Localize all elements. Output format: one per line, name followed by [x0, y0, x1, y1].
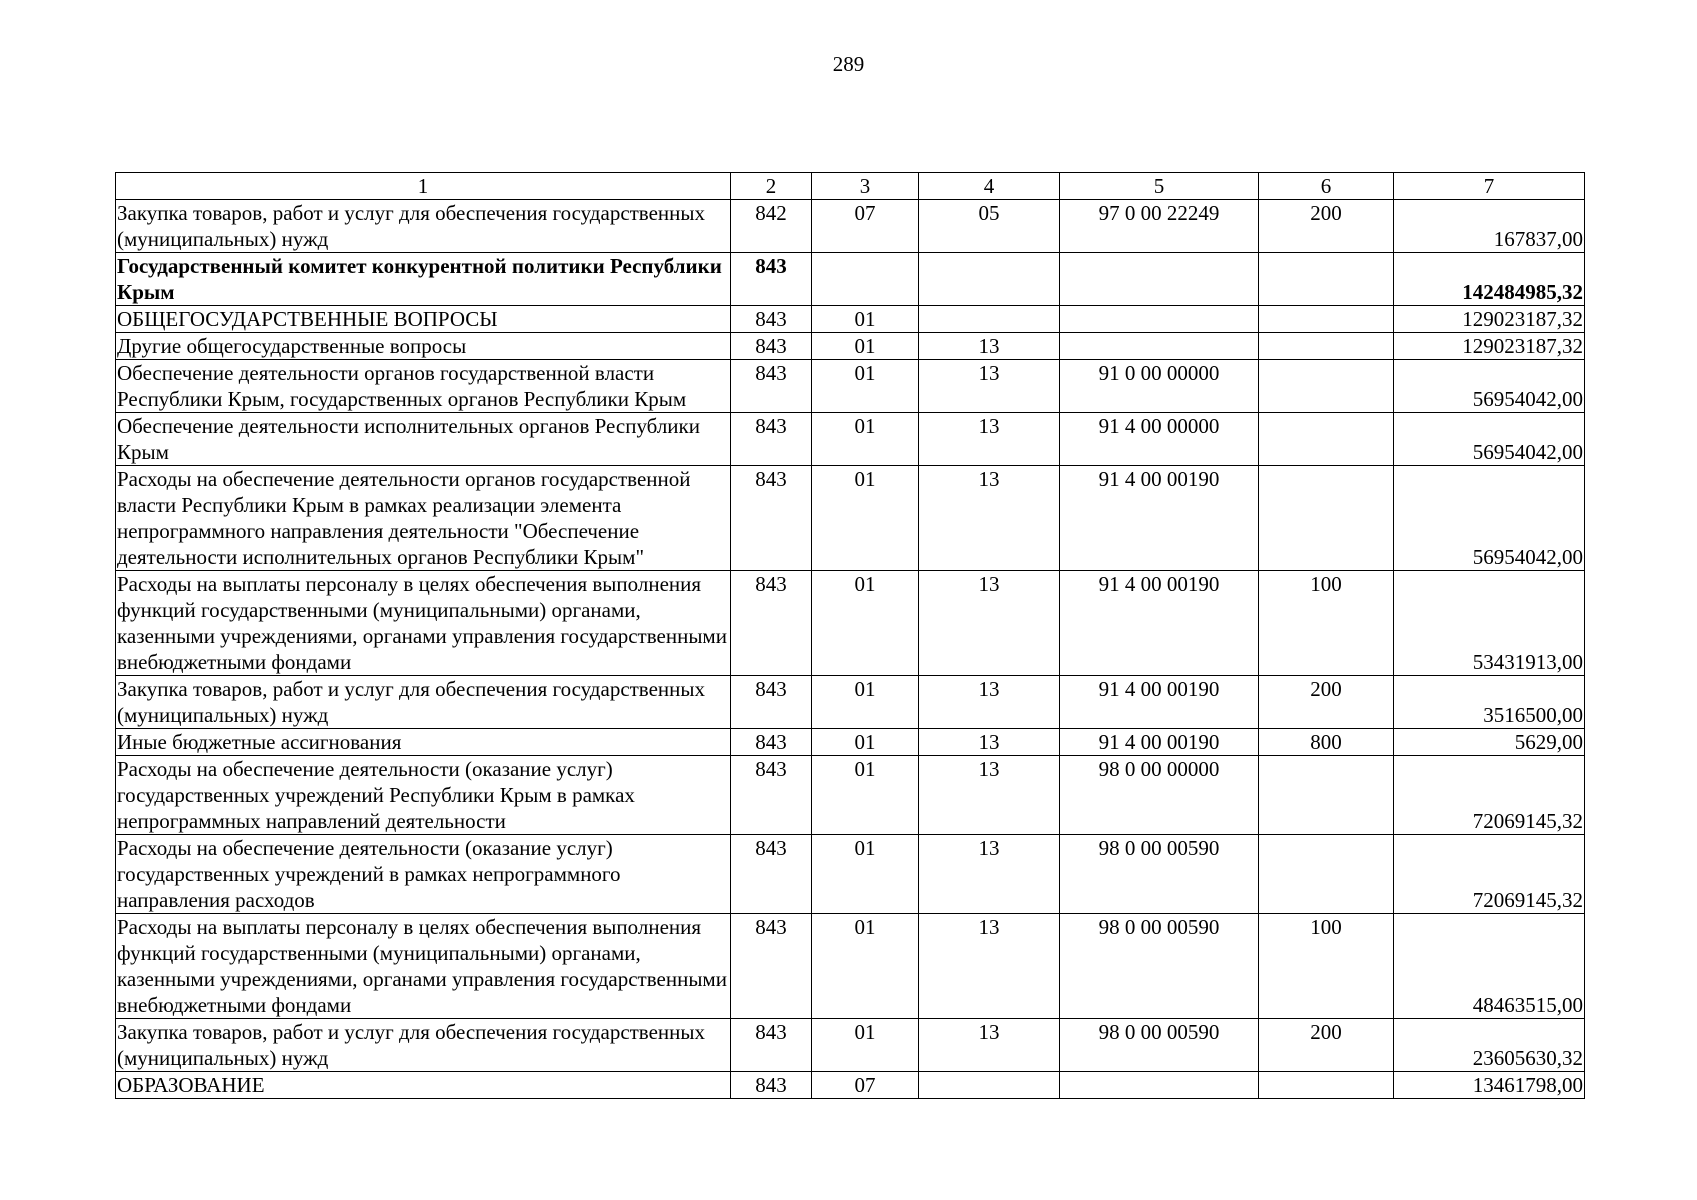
section-code-cell: 01 — [812, 306, 919, 333]
subsection-code-cell — [919, 1072, 1060, 1099]
expense-type-cell — [1259, 1072, 1394, 1099]
table-row — [116, 1019, 1585, 1072]
header-cell-1: 1 — [116, 173, 731, 200]
section-code-cell: 01 — [812, 333, 919, 360]
expense-name-cell: ОБЩЕГОСУДАРСТВЕННЫЕ ВОПРОСЫ — [116, 306, 731, 333]
ministry-code-cell: 843 — [731, 306, 812, 333]
budget-table — [115, 172, 1585, 1099]
header-cell-4: 4 — [919, 173, 1060, 200]
table-row — [116, 360, 1585, 413]
subsection-code-cell: 13 — [919, 571, 1060, 676]
amount-cell: 167837,00 — [1394, 200, 1585, 253]
table-row — [116, 676, 1585, 729]
ministry-code-cell: 843 — [731, 571, 812, 676]
table-row — [116, 466, 1585, 571]
expense-type-cell — [1259, 835, 1394, 914]
target-article-cell: 91 4 00 00190 — [1060, 571, 1259, 676]
subsection-code-cell: 13 — [919, 333, 1060, 360]
amount-cell: 48463515,00 — [1394, 914, 1585, 1019]
expense-type-cell — [1259, 413, 1394, 466]
expense-name-cell: Обеспечение деятельности исполнительных органов Республики Крым — [116, 413, 731, 466]
target-article-cell: 98 0 00 00590 — [1060, 914, 1259, 1019]
section-code-cell: 01 — [812, 360, 919, 413]
table-row — [116, 756, 1585, 835]
expense-name-cell: Иные бюджетные ассигнования — [116, 729, 731, 756]
subsection-code-cell: 13 — [919, 914, 1060, 1019]
ministry-code-cell: 843 — [731, 914, 812, 1019]
table-row — [116, 835, 1585, 914]
expense-type-cell: 200 — [1259, 676, 1394, 729]
expense-name-cell: Закупка товаров, работ и услуг для обеспечения государственных (муниципальных) нужд — [116, 1019, 731, 1072]
header-cell-6: 6 — [1259, 173, 1394, 200]
section-code-cell: 01 — [812, 413, 919, 466]
target-article-cell: 98 0 00 00000 — [1060, 756, 1259, 835]
expense-type-cell: 800 — [1259, 729, 1394, 756]
expense-type-cell — [1259, 756, 1394, 835]
target-article-cell: 97 0 00 22249 — [1060, 200, 1259, 253]
expense-type-cell — [1259, 253, 1394, 306]
section-code-cell: 07 — [812, 200, 919, 253]
amount-cell: 56954042,00 — [1394, 466, 1585, 571]
ministry-code-cell: 843 — [731, 333, 812, 360]
target-article-cell — [1060, 306, 1259, 333]
expense-type-cell — [1259, 466, 1394, 571]
subsection-code-cell: 05 — [919, 200, 1060, 253]
expense-name-cell: Расходы на обеспечение деятельности (оказание услуг) государственных учреждений в рамках непрограммного направления расходов — [116, 835, 731, 914]
expense-type-cell — [1259, 333, 1394, 360]
expense-name-cell: ОБРАЗОВАНИЕ — [116, 1072, 731, 1099]
expense-type-cell: 100 — [1259, 571, 1394, 676]
target-article-cell: 98 0 00 00590 — [1060, 1019, 1259, 1072]
subsection-code-cell: 13 — [919, 676, 1060, 729]
amount-cell: 5629,00 — [1394, 729, 1585, 756]
amount-cell: 56954042,00 — [1394, 413, 1585, 466]
expense-name-cell: Государственный комитет конкурентной политики Республики Крым — [116, 253, 731, 306]
table-row — [116, 729, 1585, 756]
amount-cell: 129023187,32 — [1394, 306, 1585, 333]
target-article-cell — [1060, 333, 1259, 360]
amount-cell: 129023187,32 — [1394, 333, 1585, 360]
target-article-cell: 91 4 00 00190 — [1060, 466, 1259, 571]
header-cell-3: 3 — [812, 173, 919, 200]
subsection-code-cell — [919, 306, 1060, 333]
header-cell-5: 5 — [1060, 173, 1259, 200]
ministry-code-cell: 843 — [731, 1072, 812, 1099]
ministry-code-cell: 843 — [731, 676, 812, 729]
target-article-cell: 98 0 00 00590 — [1060, 835, 1259, 914]
section-code-cell: 01 — [812, 571, 919, 676]
section-code-cell: 01 — [812, 835, 919, 914]
table-row — [116, 914, 1585, 1019]
subsection-code-cell: 13 — [919, 466, 1060, 571]
table-row — [116, 253, 1585, 306]
subsection-code-cell — [919, 253, 1060, 306]
expense-type-cell — [1259, 360, 1394, 413]
section-code-cell: 01 — [812, 466, 919, 571]
amount-cell: 13461798,00 — [1394, 1072, 1585, 1099]
table-row — [116, 1072, 1585, 1099]
subsection-code-cell: 13 — [919, 360, 1060, 413]
section-code-cell: 01 — [812, 729, 919, 756]
expense-name-cell: Расходы на выплаты персоналу в целях обеспечения выполнения функций государственными (муниципальными) органами, казенными учреждениями, органами управления государственными внебюджетными фондами — [116, 571, 731, 676]
expense-type-cell: 200 — [1259, 200, 1394, 253]
ministry-code-cell: 842 — [731, 200, 812, 253]
table-body — [116, 173, 1585, 1099]
expense-name-cell: Расходы на выплаты персоналу в целях обеспечения выполнения функций государственными (муниципальными) органами, казенными учреждениями, органами управления государственными внебюджетными фондами — [116, 914, 731, 1019]
target-article-cell: 91 0 00 00000 — [1060, 360, 1259, 413]
ministry-code-cell: 843 — [731, 835, 812, 914]
subsection-code-cell: 13 — [919, 413, 1060, 466]
subsection-code-cell: 13 — [919, 756, 1060, 835]
ministry-code-cell: 843 — [731, 360, 812, 413]
expense-name-cell: Расходы на обеспечение деятельности органов государственной власти Республики Крым в рамках реализации элемента непрограммного направления деятельности "Обеспечение деятельности исполнительных органов Республики Крым" — [116, 466, 731, 571]
target-article-cell — [1060, 1072, 1259, 1099]
amount-cell: 23605630,32 — [1394, 1019, 1585, 1072]
target-article-cell: 91 4 00 00000 — [1060, 413, 1259, 466]
ministry-code-cell: 843 — [731, 413, 812, 466]
target-article-cell: 91 4 00 00190 — [1060, 676, 1259, 729]
amount-cell: 72069145,32 — [1394, 756, 1585, 835]
page-number: 289 — [832, 52, 865, 76]
table-row — [116, 200, 1585, 253]
ministry-code-cell: 843 — [731, 466, 812, 571]
table-header-row — [116, 173, 1585, 200]
subsection-code-cell: 13 — [919, 1019, 1060, 1072]
ministry-code-cell: 843 — [731, 756, 812, 835]
subsection-code-cell: 13 — [919, 729, 1060, 756]
target-article-cell — [1060, 253, 1259, 306]
section-code-cell: 01 — [812, 676, 919, 729]
header-cell-7: 7 — [1394, 173, 1585, 200]
expense-name-cell: Расходы на обеспечение деятельности (оказание услуг) государственных учреждений Республики Крым в рамках непрограммных направлений деятельности — [116, 756, 731, 835]
table-row — [116, 413, 1585, 466]
ministry-code-cell: 843 — [731, 1019, 812, 1072]
subsection-code-cell: 13 — [919, 835, 1060, 914]
expense-name-cell: Обеспечение деятельности органов государственной власти Республики Крым, государственных органов Республики Крым — [116, 360, 731, 413]
amount-cell: 56954042,00 — [1394, 360, 1585, 413]
expense-name-cell: Закупка товаров, работ и услуг для обеспечения государственных (муниципальных) нужд — [116, 200, 731, 253]
expense-name-cell: Закупка товаров, работ и услуг для обеспечения государственных (муниципальных) нужд — [116, 676, 731, 729]
target-article-cell: 91 4 00 00190 — [1060, 729, 1259, 756]
section-code-cell: 01 — [812, 914, 919, 1019]
expense-type-cell: 200 — [1259, 1019, 1394, 1072]
section-code-cell — [812, 253, 919, 306]
expense-type-cell: 100 — [1259, 914, 1394, 1019]
expense-type-cell — [1259, 306, 1394, 333]
section-code-cell: 07 — [812, 1072, 919, 1099]
amount-cell: 72069145,32 — [1394, 835, 1585, 914]
table-row — [116, 571, 1585, 676]
ministry-code-cell: 843 — [731, 253, 812, 306]
amount-cell: 142484985,32 — [1394, 253, 1585, 306]
table-row — [116, 306, 1585, 333]
amount-cell: 53431913,00 — [1394, 571, 1585, 676]
amount-cell: 3516500,00 — [1394, 676, 1585, 729]
table-row — [116, 333, 1585, 360]
header-cell-2: 2 — [731, 173, 812, 200]
section-code-cell: 01 — [812, 756, 919, 835]
expense-name-cell: Другие общегосударственные вопросы — [116, 333, 731, 360]
ministry-code-cell: 843 — [731, 729, 812, 756]
section-code-cell: 01 — [812, 1019, 919, 1072]
